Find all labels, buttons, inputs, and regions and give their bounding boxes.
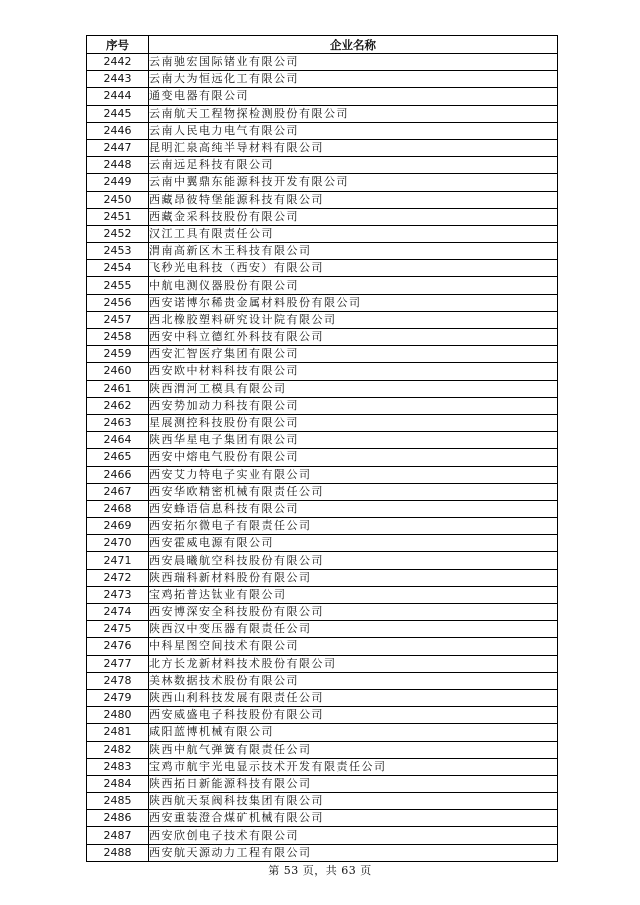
- serial-number-cell: 2446: [87, 122, 149, 139]
- company-name-cell: 陕西航天泵阀科技集团有限公司: [149, 793, 558, 810]
- table-row: [87, 208, 558, 225]
- company-name-cell: 西安诺博尔稀贵金属材料股份有限公司: [149, 294, 558, 311]
- table-row: [87, 758, 558, 775]
- serial-number-cell: 2478: [87, 672, 149, 689]
- serial-number-cell: 2447: [87, 139, 149, 156]
- serial-number-cell: 2451: [87, 208, 149, 225]
- serial-number-cell: 2476: [87, 638, 149, 655]
- table-row: [87, 449, 558, 466]
- company-name-cell: 西安艾力特电子实业有限公司: [149, 466, 558, 483]
- table-row: [87, 88, 558, 105]
- company-name-cell: 美林数据技术股份有限公司: [149, 672, 558, 689]
- serial-number-cell: 2455: [87, 277, 149, 294]
- header-serial-number: 序号: [87, 36, 149, 54]
- company-name-cell: 西北橡胶塑料研究设计院有限公司: [149, 311, 558, 328]
- table-row: [87, 655, 558, 672]
- serial-number-cell: 2461: [87, 380, 149, 397]
- table-row: [87, 827, 558, 844]
- serial-number-cell: 2463: [87, 414, 149, 431]
- serial-number-cell: 2449: [87, 174, 149, 191]
- serial-number-cell: 2460: [87, 363, 149, 380]
- table-row: [87, 432, 558, 449]
- company-name-cell: 北方长龙新材料技术股份有限公司: [149, 655, 558, 672]
- company-name-cell: 昆明汇泉高纯半导材料有限公司: [149, 139, 558, 156]
- company-name-cell: 中科星图空间技术有限公司: [149, 638, 558, 655]
- serial-number-cell: 2483: [87, 758, 149, 775]
- serial-number-cell: 2458: [87, 329, 149, 346]
- company-name-cell: 西安霍威电源有限公司: [149, 535, 558, 552]
- serial-number-cell: 2474: [87, 604, 149, 621]
- serial-number-cell: 2465: [87, 449, 149, 466]
- table-row: [87, 157, 558, 174]
- table-row: [87, 810, 558, 827]
- table-row: [87, 397, 558, 414]
- serial-number-cell: 2469: [87, 518, 149, 535]
- company-name-cell: 中航电测仪器股份有限公司: [149, 277, 558, 294]
- table-row: [87, 466, 558, 483]
- table-row: [87, 122, 558, 139]
- serial-number-cell: 2488: [87, 844, 149, 861]
- table-body: [87, 54, 558, 862]
- table-row: [87, 672, 558, 689]
- company-name-cell: 星展测控科技股份有限公司: [149, 414, 558, 431]
- company-name-cell: 西安威盛电子科技股份有限公司: [149, 707, 558, 724]
- serial-number-cell: 2481: [87, 724, 149, 741]
- table-row: [87, 346, 558, 363]
- serial-number-cell: 2475: [87, 621, 149, 638]
- serial-number-cell: 2485: [87, 793, 149, 810]
- table-row: [87, 225, 558, 242]
- serial-number-cell: 2459: [87, 346, 149, 363]
- serial-number-cell: 2477: [87, 655, 149, 672]
- table-row: [87, 518, 558, 535]
- company-name-cell: 西安拓尔微电子有限责任公司: [149, 518, 558, 535]
- table-row: [87, 775, 558, 792]
- table-row: [87, 741, 558, 758]
- serial-number-cell: 2462: [87, 397, 149, 414]
- company-name-cell: 西安中科立德红外科技有限公司: [149, 329, 558, 346]
- table-row: [87, 483, 558, 500]
- table-row: [87, 105, 558, 122]
- serial-number-cell: 2486: [87, 810, 149, 827]
- company-name-cell: 西安中熔电气股份有限公司: [149, 449, 558, 466]
- serial-number-cell: 2472: [87, 569, 149, 586]
- table-row: [87, 54, 558, 71]
- table-row: [87, 638, 558, 655]
- serial-number-cell: 2468: [87, 500, 149, 517]
- serial-number-cell: 2457: [87, 311, 149, 328]
- company-name-cell: 西藏昂彼特堡能源科技有限公司: [149, 191, 558, 208]
- table-row: [87, 380, 558, 397]
- serial-number-cell: 2479: [87, 689, 149, 706]
- company-name-cell: 陕西拓日新能源科技有限公司: [149, 775, 558, 792]
- table-row: [87, 363, 558, 380]
- table-row: [87, 191, 558, 208]
- company-name-cell: 汉江工具有限责任公司: [149, 225, 558, 242]
- table-row: [87, 552, 558, 569]
- company-name-cell: 西安航天源动力工程有限公司: [149, 844, 558, 861]
- company-name-cell: 陕西华星电子集团有限公司: [149, 432, 558, 449]
- serial-number-cell: 2454: [87, 260, 149, 277]
- company-name-cell: 西安欣创电子技术有限公司: [149, 827, 558, 844]
- table-row: [87, 689, 558, 706]
- table-row: [87, 569, 558, 586]
- company-name-cell: 云南远足科技有限公司: [149, 157, 558, 174]
- serial-number-cell: 2471: [87, 552, 149, 569]
- table-row: [87, 724, 558, 741]
- table-row: [87, 535, 558, 552]
- serial-number-cell: 2480: [87, 707, 149, 724]
- company-name-cell: 陕西山利科技发展有限责任公司: [149, 689, 558, 706]
- table-row: [87, 500, 558, 517]
- serial-number-cell: 2448: [87, 157, 149, 174]
- serial-number-cell: 2456: [87, 294, 149, 311]
- table-row: [87, 586, 558, 603]
- company-name-cell: 渭南高新区木王科技有限公司: [149, 243, 558, 260]
- serial-number-cell: 2482: [87, 741, 149, 758]
- company-name-cell: 云南大为恒远化工有限公司: [149, 71, 558, 88]
- header-company-name: 企业名称: [149, 36, 558, 54]
- company-name-cell: 云南人民电力电气有限公司: [149, 122, 558, 139]
- company-name-cell: 陕西汉中变压器有限责任公司: [149, 621, 558, 638]
- serial-number-cell: 2442: [87, 54, 149, 71]
- table-row: [87, 329, 558, 346]
- serial-number-cell: 2473: [87, 586, 149, 603]
- serial-number-cell: 2453: [87, 243, 149, 260]
- company-name-cell: 咸阳蓝博机械有限公司: [149, 724, 558, 741]
- table-row: [87, 260, 558, 277]
- serial-number-cell: 2445: [87, 105, 149, 122]
- table-row: [87, 604, 558, 621]
- table-row: [87, 294, 558, 311]
- serial-number-cell: 2467: [87, 483, 149, 500]
- serial-number-cell: 2464: [87, 432, 149, 449]
- page-footer: 第 53 页，共 63 页: [268, 864, 372, 877]
- table-row: [87, 707, 558, 724]
- company-name-cell: 陕西中航气弹簧有限责任公司: [149, 741, 558, 758]
- company-name-cell: 西安重装澄合煤矿机械有限公司: [149, 810, 558, 827]
- serial-number-cell: 2450: [87, 191, 149, 208]
- company-name-cell: 西安欧中材料科技有限公司: [149, 363, 558, 380]
- serial-number-cell: 2444: [87, 88, 149, 105]
- company-name-cell: 云南中翼鼎东能源科技开发有限公司: [149, 174, 558, 191]
- serial-number-cell: 2484: [87, 775, 149, 792]
- table-row: [87, 844, 558, 861]
- table-row: [87, 793, 558, 810]
- company-name-cell: 宝鸡拓普达钛业有限公司: [149, 586, 558, 603]
- serial-number-cell: 2443: [87, 71, 149, 88]
- table-row: [87, 311, 558, 328]
- company-name-cell: 飞秒光电科技（西安）有限公司: [149, 260, 558, 277]
- company-name-cell: 通变电器有限公司: [149, 88, 558, 105]
- company-name-cell: 西安势加动力科技有限公司: [149, 397, 558, 414]
- table-row: [87, 243, 558, 260]
- serial-number-cell: 2470: [87, 535, 149, 552]
- table-row: [87, 71, 558, 88]
- company-name-cell: 云南航天工程物探检测股份有限公司: [149, 105, 558, 122]
- serial-number-cell: 2452: [87, 225, 149, 242]
- table-row: [87, 621, 558, 638]
- company-name-cell: 陕西渭河工模具有限公司: [149, 380, 558, 397]
- table-header-row: [87, 36, 558, 54]
- company-name-cell: 宝鸡市航宇光电显示技术开发有限责任公司: [149, 758, 558, 775]
- company-name-cell: 西安蜂语信息科技有限公司: [149, 500, 558, 517]
- table-row: [87, 174, 558, 191]
- company-name-cell: 西藏金采科技股份有限公司: [149, 208, 558, 225]
- company-table: [86, 35, 558, 862]
- company-name-cell: 陕西瑞科新材料股份有限公司: [149, 569, 558, 586]
- company-name-cell: 西安晨曦航空科技股份有限公司: [149, 552, 558, 569]
- serial-number-cell: 2466: [87, 466, 149, 483]
- table-row: [87, 414, 558, 431]
- table-row: [87, 139, 558, 156]
- company-name-cell: 西安华欧精密机械有限责任公司: [149, 483, 558, 500]
- company-name-cell: 西安汇智医疗集团有限公司: [149, 346, 558, 363]
- serial-number-cell: 2487: [87, 827, 149, 844]
- company-name-cell: 云南驰宏国际锗业有限公司: [149, 54, 558, 71]
- company-name-cell: 西安博深安全科技股份有限公司: [149, 604, 558, 621]
- table-row: [87, 277, 558, 294]
